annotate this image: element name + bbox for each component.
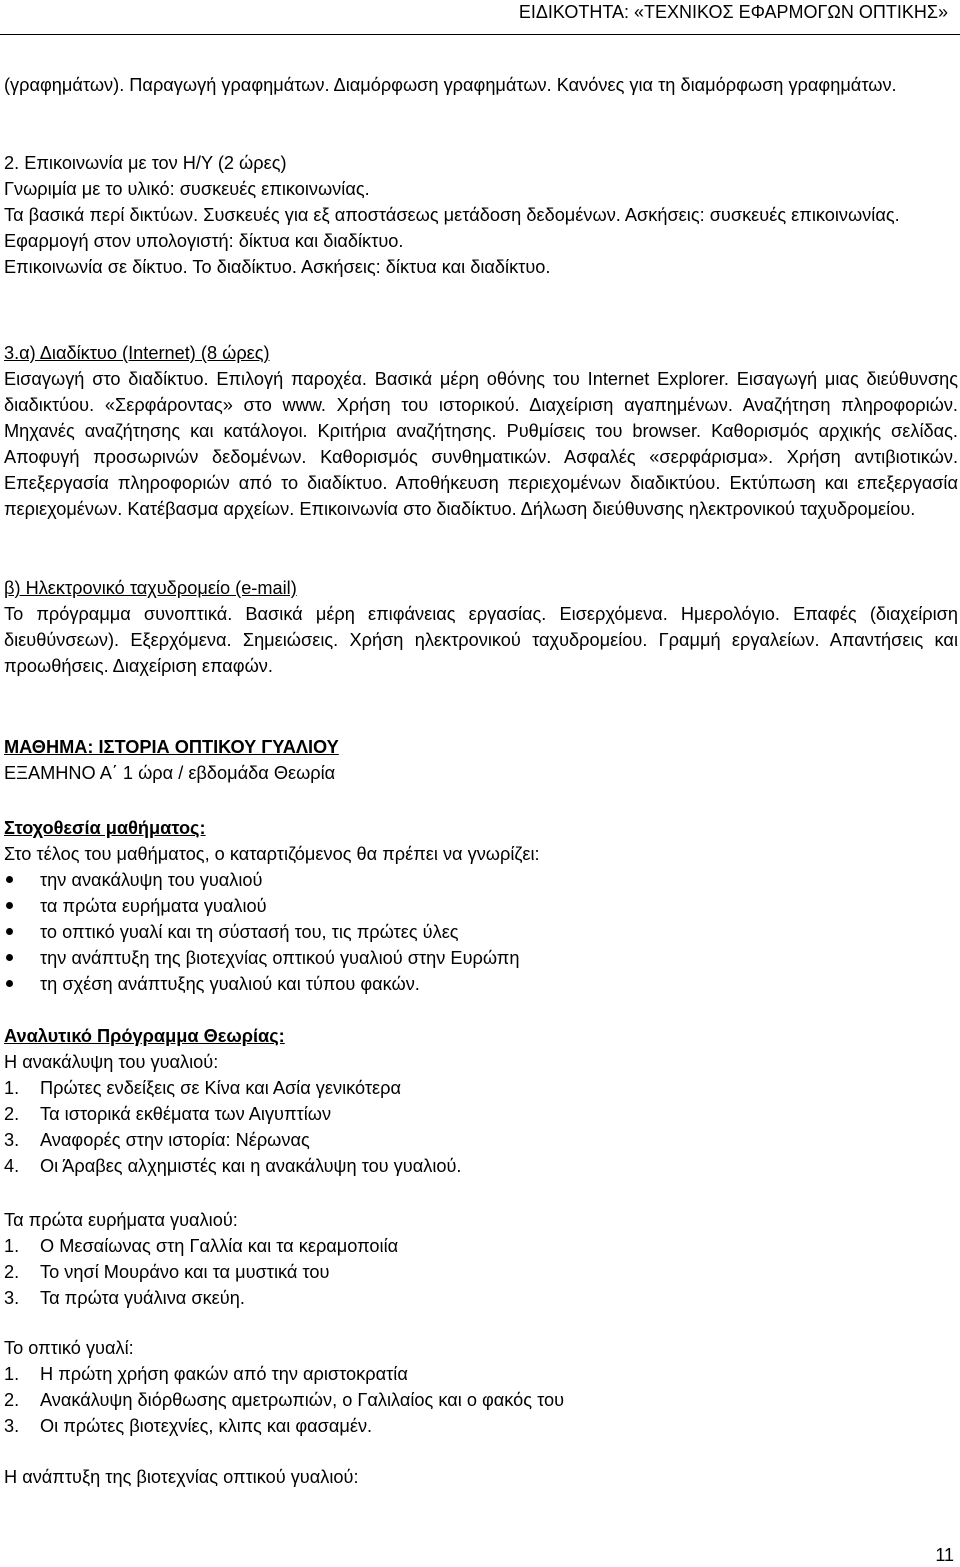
item-text: Ο Μεσαίωνας στη Γαλλία και τα κεραμοποιία	[40, 1236, 399, 1256]
theory-heading: Αναλυτικό Πρόγραμμα Θεωρίας:	[4, 1026, 285, 1046]
numbered-item	[4, 1153, 958, 1179]
theory-section	[4, 1023, 958, 1179]
item-number: 2.	[4, 1262, 20, 1282]
objective-item: τα πρώτα ευρήματα γυαλιού	[4, 893, 958, 919]
objectives-section	[4, 815, 958, 997]
section-3b-title: β) Ηλεκτρονικό ταχυδρομείο (e-mail)	[4, 578, 297, 598]
numbered-item	[4, 1233, 958, 1259]
section-2-line: Γνωριμία με το υλικό: συσκευές επικοινωνίας.	[4, 179, 370, 199]
section-3b-paragraph: Το πρόγραμμα συνοπτικά. Βασικά μέρη επιφάνειας εργασίας. Εισερχόμενα. Ημερολόγιο. Επαφές (διαχείριση διευθύνσεων). Εξερχόμενα. Σημειώσεις. Χρήση ηλεκτρονικού ταχυδρομείου. Γραμμή εργαλείων. Απαντήσεις και προωθήσεις. Διαχείριση επαφών.	[4, 604, 958, 676]
section-2	[4, 150, 958, 280]
group-2	[4, 1207, 958, 1311]
item-text: Αναφορές στην ιστορία: Νέρωνας	[40, 1130, 310, 1150]
lesson-title: ΜΑΘΗΜΑ: ΙΣΤΟΡΙΑ ΟΠΤΙΚΟΥ ΓΥΑΛΙΟΥ	[4, 737, 339, 757]
numbered-item	[4, 1387, 958, 1413]
item-text: Τα πρώτα γυάλινα σκεύη.	[40, 1288, 245, 1308]
item-text: Τα ιστορικά εκθέματα των Αιγυπτίων	[40, 1104, 332, 1124]
objective-item: τη σχέση ανάπτυξης γυαλιού και τύπου φακών.	[4, 971, 958, 997]
group-title: Το οπτικό γυαλί:	[4, 1338, 134, 1358]
item-text: Το νησί Μουράνο και τα μυστικά του	[40, 1262, 330, 1282]
item-number: 4.	[4, 1156, 20, 1176]
objectives-intro: Στο τέλος του μαθήματος, ο καταρτιζόμενος θα πρέπει να γνωρίζει:	[4, 844, 540, 864]
objectives-heading: Στοχοθεσία μαθήματος:	[4, 818, 206, 838]
group-3	[4, 1335, 958, 1439]
section-2-title: 2. Επικοινωνία με τον Η/Υ (2 ώρες)	[4, 153, 287, 173]
lesson-header	[4, 734, 958, 786]
numbered-item	[4, 1101, 958, 1127]
section-2-line: Εφαρμογή στον υπολογιστή: δίκτυα και διαδίκτυο.	[4, 231, 404, 251]
numbered-item	[4, 1259, 958, 1285]
item-text: Η πρώτη χρήση φακών από την αριστοκρατία	[40, 1364, 408, 1384]
numbered-item	[4, 1075, 958, 1101]
item-number: 1.	[4, 1236, 20, 1256]
group-title: Η ανάπτυξη της βιοτεχνίας οπτικού γυαλιού:	[4, 1467, 359, 1487]
item-text: Οι πρώτες βιοτεχνίες, κλιπς και φασαμέν.	[40, 1416, 373, 1436]
item-text: Ανακάλυψη διόρθωσης αμετρωπιών, ο Γαλιλαίος και ο φακός του	[40, 1390, 565, 1410]
item-number: 3.	[4, 1130, 20, 1150]
numbered-item	[4, 1127, 958, 1153]
item-number: 1.	[4, 1078, 20, 1098]
item-number: 1.	[4, 1364, 20, 1384]
objective-item: το οπτικό γυαλί και τη σύστασή του, τις πρώτες ύλες	[4, 919, 958, 945]
section-3a-title: 3.α) Διαδίκτυο (Internet) (8 ώρες)	[4, 343, 270, 363]
item-number: 2.	[4, 1104, 20, 1124]
objective-item: την ανακάλυψη του γυαλιού	[4, 867, 958, 893]
last-group	[4, 1464, 958, 1490]
running-header: ΕΙΔΙΚΟΤΗΤΑ: «ΤΕΧΝΙΚΟΣ ΕΦΑΡΜΟΓΩΝ ΟΠΤΙΚΗΣ»	[518, 2, 948, 22]
objective-item: την ανάπτυξη της βιοτεχνίας οπτικού γυαλιού στην Ευρώπη	[4, 945, 958, 971]
item-number: 3.	[4, 1416, 20, 1436]
section-3a	[4, 340, 958, 522]
item-text: Πρώτες ενδείξεις σε Κίνα και Ασία γενικότερα	[40, 1078, 401, 1098]
item-number: 3.	[4, 1288, 20, 1308]
lesson-semester: ΕΞΑΜΗΝΟ Α΄ 1 ώρα / εβδομάδα Θεωρία	[4, 763, 336, 783]
numbered-item	[4, 1285, 958, 1311]
numbered-item	[4, 1361, 958, 1387]
numbered-item	[4, 1413, 958, 1439]
group-title: Τα πρώτα ευρήματα γυαλιού:	[4, 1210, 238, 1230]
section-3a-paragraph: Εισαγωγή στο διαδίκτυο. Επιλογή παροχέα. Βασικά μέρη οθόνης του Internet Explorer. Εισαγωγή μιας διεύθυνσης διαδικτύου. «Σερφάροντας» στο www. Χρήση του ιστορικού. Διαχείριση αγαπημένων. Αναζήτηση πληροφοριών. Μηχανές αναζήτησης και κατάλογοι. Κριτήρια αναζήτησης. Ρυθμίσεις του browser. Καθορισμός αρχικής σελίδας. Αποφυγή προσωρινών δεδομένων. Καθορισμός συνθηματικών. Ασφαλές «σερφάρισμα». Χρήση αντιβιοτικών. Επεξεργασία πληροφοριών από το διαδίκτυο. Αποθήκευση περιεχομένων διαδικτύου. Εκτύπωση και επεξεργασία περιεχομένων. Κατέβασμα αρχείων. Επικοινωνία στο διαδίκτυο. Δήλωση διεύθυνσης ηλεκτρονικού ταχυδρομείου.	[4, 369, 958, 519]
intro-paragraph: (γραφημάτων). Παραγωγή γραφημάτων. Διαμόρφωση γραφημάτων. Κανόνες για τη διαμόρφωση γραφημάτων.	[4, 75, 897, 95]
item-text: Οι Άραβες αλχημιστές και η ανακάλυψη του γυαλιού.	[40, 1156, 462, 1176]
section-3b	[4, 575, 958, 679]
section-2-line: Επικοινωνία σε δίκτυο. Το διαδίκτυο. Ασκήσεις: δίκτυα και διαδίκτυο.	[4, 257, 551, 277]
group-title: Η ανακάλυψη του γυαλιού:	[4, 1052, 219, 1072]
page-number: 11	[935, 1545, 954, 1565]
section-2-paragraph: Τα βασικά περί δικτύων. Συσκευές για εξ αποστάσεως μετάδοση δεδομένων. Ασκήσεις: συσκευές επικοινωνίας.	[4, 205, 900, 225]
item-number: 2.	[4, 1390, 20, 1410]
header-rule	[0, 34, 960, 35]
